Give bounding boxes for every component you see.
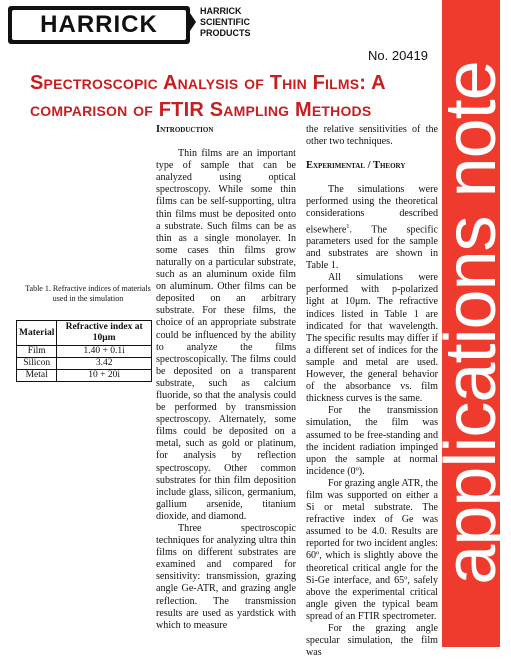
- logo-inner: [12, 10, 186, 40]
- paragraph-text: The simulations were performed using the theoretical considerations described elsewhere: [306, 184, 438, 235]
- table-row: [17, 358, 152, 370]
- paragraph: For the grazing angle specular simulation, the film was: [306, 623, 438, 659]
- company-name: [200, 6, 251, 39]
- paragraph: Three spectroscopic techniques for analyzing ultra thin films on different substrates are examined and compared for sensitivity: transmission, grazing angle Ge-ATR, and grazing angle reflection. The transmission results are used as yardstick with which to measure: [156, 523, 296, 631]
- refractive-index-table: [16, 320, 152, 382]
- table-header-row: [17, 321, 152, 346]
- note-number: No. 20419: [368, 48, 428, 63]
- table-cell: 10 + 20i: [57, 370, 152, 382]
- paragraph: the relative sensitivities of the other two techniques.: [306, 124, 438, 148]
- company-line: SCIENTIFIC: [200, 17, 251, 27]
- paragraph: For grazing angle ATR, the film was supported on either a Si or metal substrate. The refractive index of Ge was assumed to be 4.0. Results are reported for two incident angles: 60º, which is slightly above the theoretical critical angle for the Si-Ge interface, and 65º, safely above the experimental critical angle given the typical beam spread of an FTIR spectrometer.: [306, 477, 438, 622]
- citation: 1: [346, 223, 350, 230]
- company-line: PRODUCTS: [200, 28, 251, 38]
- paragraph-text: . The specific parameters used for the sample and substrates are shown in Table 1.: [306, 223, 438, 272]
- logo-arrow-icon: [188, 10, 196, 34]
- table-caption: Table 1. Refractive indices of materials used in the simulation: [25, 284, 151, 303]
- table-cell: Metal: [17, 370, 57, 382]
- paragraph: [306, 184, 438, 272]
- paragraph: Thin films are an important type of sample that can be analyzed using optical spectroscopy. While some thin films can be self-supporting, ultra thin films must be deposited onto a substrate. Such films can be as thin as a single monolayer. In some cases thin films grow naturally on a particular substrate, such as an aluminum oxide film on aluminum. Other films can be deposited on an arbitrary substrate. For these films, the choice of an appropriate substrate could be influenced by the ability to analyze the films spectroscopically. The films could be deposited on a transparent substrate, such as calcium fluoride, so that the analysis could be performed by transmission spectroscopy. Alternately, some films could be deposited on a metal, such as gold or platinum, for analysis by reflection spectroscopy. Other common substrates for thin film deposition include glass, silicon, germanium, gallium arsenide, titanium dioxide, and diamond.: [156, 148, 296, 522]
- table-row: [17, 346, 152, 358]
- page-title: Spectroscopic Analysis of Thin Films: A comparison of FTIR Sampling Methods: [30, 72, 386, 121]
- table-cell: Film: [17, 346, 57, 358]
- column-right: [306, 124, 438, 659]
- vertical-label: applications note: [431, 61, 511, 585]
- experimental-heading: Experimental / Theory: [306, 160, 406, 172]
- paragraph: All simulations were performed with p-polarized light at 10μm. The refractive indices listed in Table 1 are indicated for that wavelength. The specific results may differ if a different set of indices for the sample and metal are used. However, the general behavior of the absorbance vs. film thickness curves is the same.: [306, 272, 438, 405]
- applications-note-band: [431, 0, 511, 647]
- paragraph: For the transmission simulation, the film was assumed to be free-standing and the incident radiation impinged upon the sample at normal incidence (0º).: [306, 405, 438, 477]
- column-middle: [156, 124, 296, 632]
- logo-box: [8, 6, 190, 44]
- column-header: Material: [17, 321, 57, 346]
- table-cell: 1.40 + 0.1i: [57, 346, 152, 358]
- column-header: Refractive index at 10μm: [57, 321, 152, 346]
- table-cell: 3.42: [57, 358, 152, 370]
- table-row: [17, 370, 152, 382]
- table-cell: Silicon: [17, 358, 57, 370]
- intro-heading: Introduction: [156, 124, 214, 135]
- logo-text: HARRICK: [40, 11, 158, 38]
- company-line: HARRICK: [200, 6, 242, 16]
